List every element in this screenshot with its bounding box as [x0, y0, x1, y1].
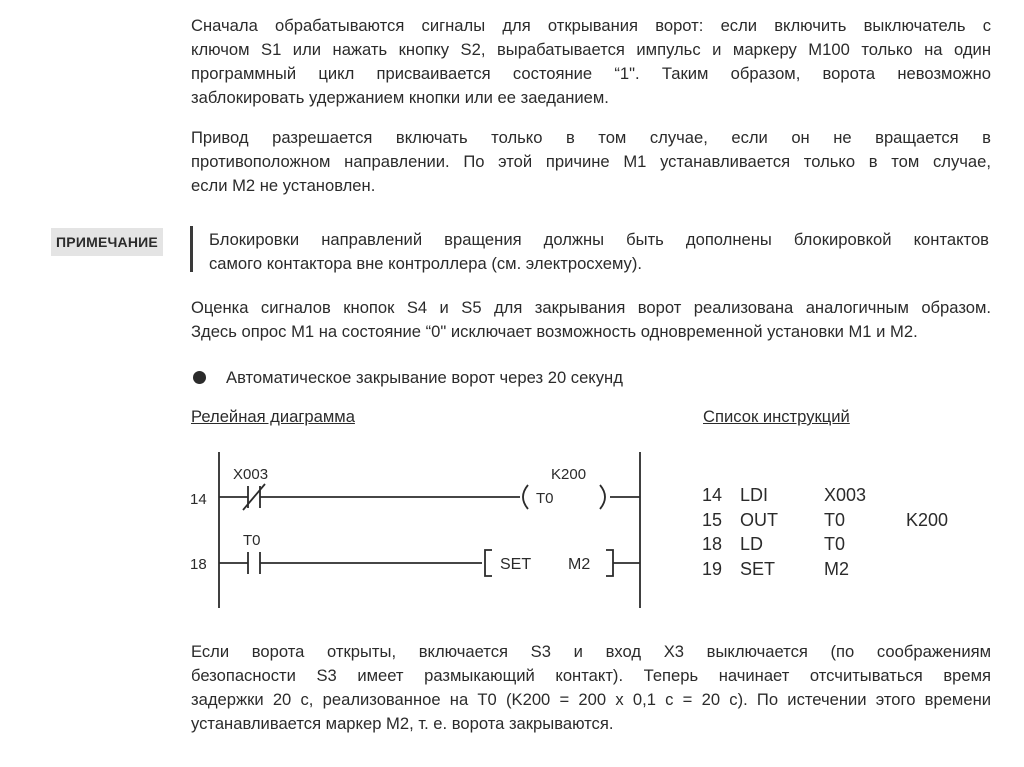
instruction-operand: M2: [824, 558, 850, 579]
set-instruction-label: SET: [500, 556, 532, 573]
coil-left-arc: [523, 485, 528, 509]
text-line: Оценка сигналов кнопок S4 и S5 для закрывания ворот реализована аналогичным образом.: [191, 298, 991, 317]
text-line: Блокировки направлений вращения должны быть дополнены блокировкой контактов: [209, 230, 989, 249]
rung-18-step: 18: [190, 556, 207, 573]
step-number: 14: [702, 485, 723, 505]
instruction-opcode: LDI: [740, 485, 769, 505]
rung-14-contact-label: X003: [233, 466, 269, 483]
instruction-operand: T0: [824, 509, 846, 530]
text-line: противоположном направлении. По этой причине М1 устанавливается только в том случае,: [191, 152, 991, 171]
instruction-param: K200: [906, 509, 949, 530]
set-right-bracket: [606, 550, 613, 576]
instruction-list-heading: Список инструкций: [703, 407, 850, 426]
text-line: если М2 не установлен.: [191, 176, 376, 195]
timer-coil-label: T0: [536, 490, 554, 507]
step-number: 19: [702, 558, 723, 579]
text-line: устанавливается маркер М2, т. е. ворота закрываются.: [191, 714, 614, 733]
set-operand-label: M2: [568, 556, 591, 573]
rung-18-contact-label: T0: [243, 532, 261, 549]
instruction-opcode: OUT: [740, 509, 778, 530]
note-label: ПРИМЕЧАНИЕ: [51, 228, 163, 256]
ladder-diagram-heading: Релейная диаграмма: [191, 407, 355, 426]
text-line: ключом S1 или нажать кнопку S2, вырабатывается импульс и маркеру М100 только на один: [191, 40, 991, 59]
set-left-bracket: [485, 550, 492, 576]
rung-14-step: 14: [190, 491, 207, 508]
instruction-opcode: SET: [740, 558, 776, 579]
text-line: самого контактора вне контроллера (см. электросхему).: [209, 254, 642, 273]
step-number: 18: [702, 534, 723, 554]
timer-preset-label: K200: [551, 466, 587, 483]
text-line: Сначала обрабатываются сигналы для открывания ворот: если включить выключатель с: [191, 16, 991, 35]
instruction-operand: X003: [824, 485, 867, 505]
text-line: программный цикл присваивается состояние “1". Таким образом, ворота невозможно: [191, 64, 991, 83]
coil-right-arc: [600, 485, 605, 509]
step-number: 15: [702, 509, 723, 530]
bullet-heading: Автоматическое закрывание ворот через 20 секунд: [226, 368, 623, 387]
text-line: задержки 20 с, реализованное на T0 (K200 = 200 x 0,1 с = 20 с). По истечении этого времени: [191, 690, 991, 709]
instruction-opcode: LD: [740, 534, 764, 554]
timer-explanation-paragraph: [191, 640, 991, 736]
text-line: Если ворота открыты, включается S3 и вход X3 выключается (по соображениям: [191, 642, 991, 661]
instruction-operand: T0: [824, 534, 846, 554]
text-line: заблокировать удержанием кнопки или ее заеданием.: [191, 88, 609, 107]
text-line: Здесь опрос М1 на состояние “0" исключает возможность одновременной установки М1 и М2.: [191, 322, 918, 341]
text-line: Привод разрешается включать только в том случае, если он не вращается в: [191, 128, 991, 147]
text-line: безопасности S3 имеет размыкающий контакт). Теперь начинает отсчитываться время: [191, 666, 991, 685]
